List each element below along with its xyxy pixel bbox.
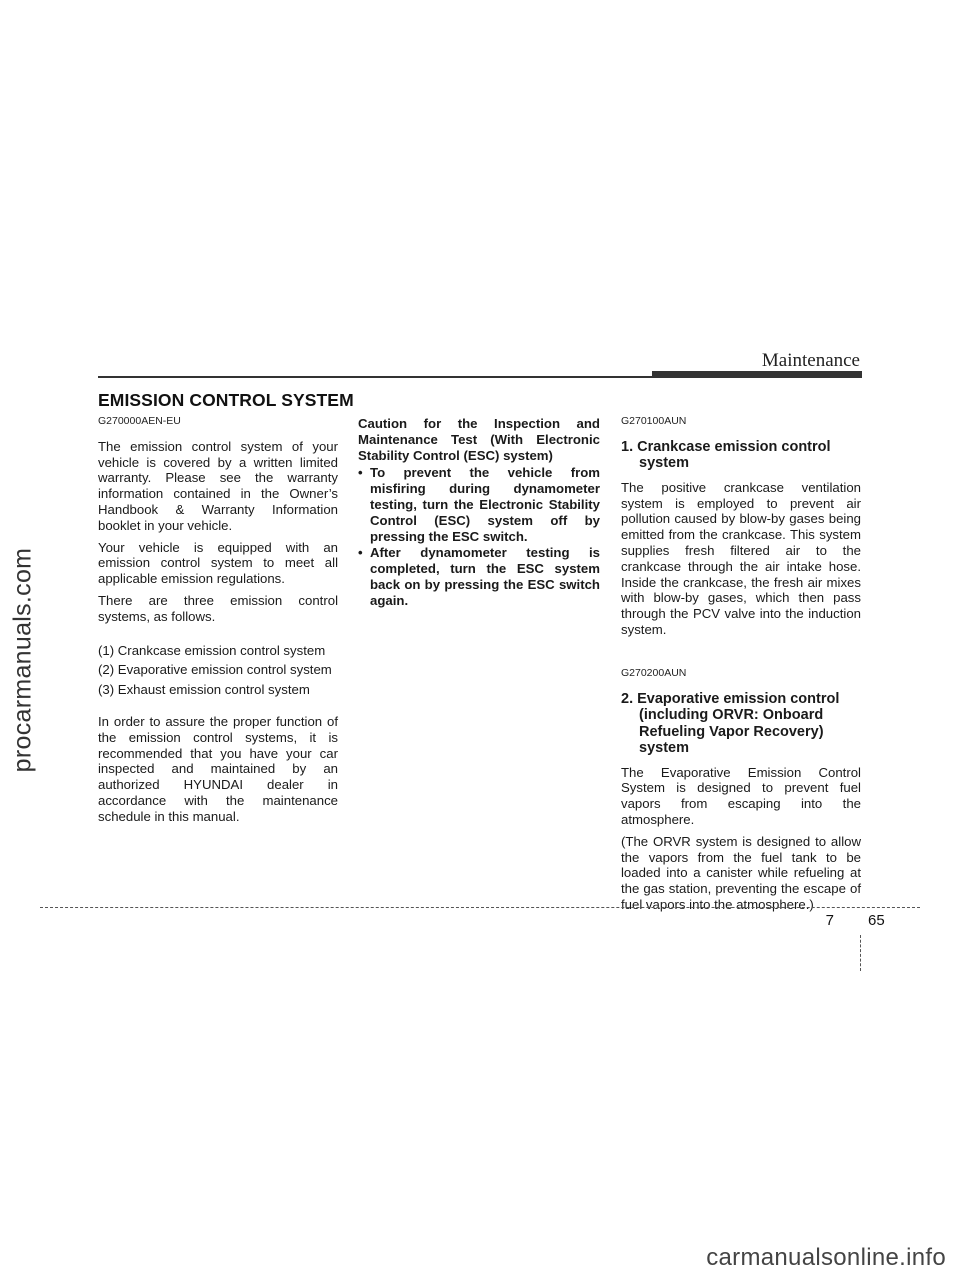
list-item: (3) Exhaust emission control system [98,682,310,698]
column-1 [98,414,338,831]
section-code: G270200AUN [621,666,687,679]
paragraph-orvr: (The ORVR system is designed to allow the vapors from the fuel tank to be loaded into a canister while refueling at the gas station, preventing the escape of fuel vapors into the atmosphere.) [621,833,861,912]
watermark-carmanualsonline: carmanualsonline.info [706,1244,946,1271]
paragraph-warranty: The emission control system of your vehicle is covered by a written limited warranty. Please see the warranty information contained in the Owner’s Handbook & Warranty Information booklet in your vehicle. [98,438,338,533]
header-rule-accent [652,371,862,378]
page-heading: EMISSION CONTROL SYSTEM [98,390,354,410]
bullet-icon: • [358,545,363,561]
page-index: 65 [868,912,885,929]
column-2 [358,416,600,610]
footer-rule-vertical [860,935,861,971]
column-3 [621,414,861,919]
paragraph-three-systems: There are three emission control systems, as follows. [98,592,338,624]
bullet-icon: • [358,465,363,481]
list-item: (1) Crankcase emission control system [98,642,326,658]
header-rule [98,376,654,378]
paragraph-evaporative: The Evaporative Emission Control System is designed to prevent fuel vapors from escaping into the atmosphere. [621,764,861,827]
paragraph-dealer: In order to assure the proper function of the emission control systems, it is recommended that you have your car inspected and maintained by an authorized HYUNDAI dealer in accordance with the maintenance schedule in this manual. [98,713,338,824]
footer-rule [40,907,920,908]
caution-item: • After dynamometer testing is completed, turn the ESC system back on by pressing the ESC switch again. [358,545,600,608]
section-title: Maintenance [761,350,860,371]
subheading-crankcase: 1. Crankcase emission control system [621,438,831,472]
list-item: (2) Evaporative emission control system [98,662,332,678]
section-code: G270000AEN-EU [98,415,181,427]
watermark-procarmanuals: procarmanuals.com [8,547,37,773]
caution-title: Caution for the Inspection and Maintenance Test (With Electronic Stability Control (ESC) system) [358,416,600,463]
paragraph-crankcase: The positive crankcase ventilation system is employed to prevent air pollution caused by blow-by gases being emitted from the crankcase. This system supplies fresh filtered air to the crankcase through the air intake hose. Inside the crankcase, the fresh air mixes with blow-by gases, which then pass through the PCV valve into the induction system. [621,479,861,637]
caution-list [358,465,600,608]
section-code: G270100AUN [621,415,687,427]
caution-item: • To prevent the vehicle from misfiring during dynamometer testing, turn the Electronic Stability Control (ESC) system off by pressing the ESC switch. [358,465,600,544]
chapter-number: 7 [825,912,834,929]
paragraph-regulations: Your vehicle is equipped with an emission control system to meet all applicable emission regulations. [98,539,338,587]
subheading-evaporative: 2. Evaporative emission control (including ORVR: Onboard Refueling Vapor Recovery) system [621,690,840,757]
